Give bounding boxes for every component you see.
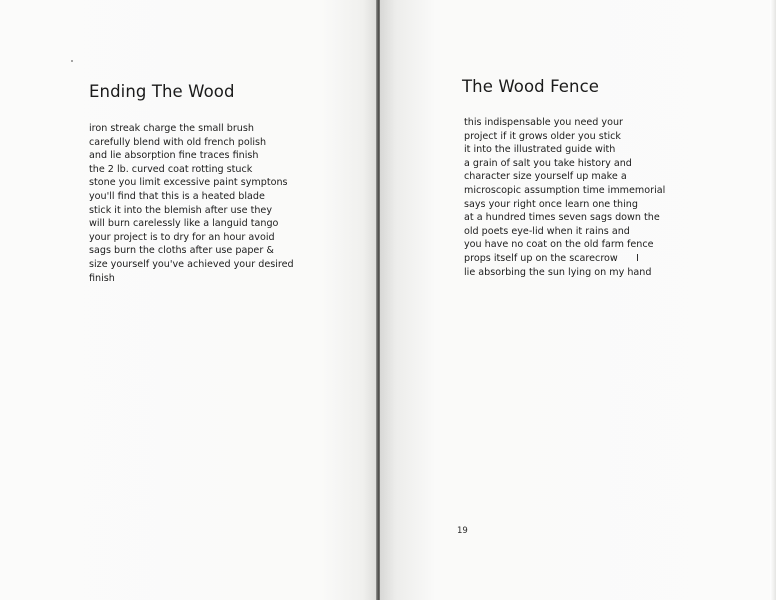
poem-line: stick it into the blemish after use they	[89, 204, 272, 216]
poem-line: size yourself you've achieved your desired	[89, 258, 294, 270]
poem-line: lie absorbing the sun lying on my hand	[464, 266, 652, 278]
poem-line: the 2 lb. curved coat rotting stuck	[89, 163, 253, 175]
poem-line: props itself up on the scarecrow I	[464, 252, 639, 264]
poem-line: you have no coat on the old farm fence	[464, 239, 654, 251]
poem-line: character size yourself up make a	[464, 171, 627, 183]
poem-line: says your right once learn one thing	[464, 198, 638, 210]
poem-line: project if it grows older you stick	[464, 130, 621, 142]
poem-line: old poets eye-lid when it rains and	[464, 225, 630, 237]
poem-line: it into the illustrated guide with	[464, 144, 616, 156]
poem-line: this indispensable you need your	[464, 117, 623, 128]
poem-line: will burn carelessly like a languid tango	[89, 218, 279, 230]
poem-line: a grain of salt you take history and	[464, 157, 632, 169]
right-page-title: The Wood Fence	[462, 77, 600, 96]
left-page	[0, 0, 378, 600]
poem-line: and lie absorption fine traces finish	[89, 150, 259, 162]
right-poem	[464, 116, 665, 279]
poem-line: stone you limit excessive paint symptons	[89, 177, 288, 189]
poem-line: at a hundred times seven sags down the	[464, 212, 660, 224]
poem-line: finish	[89, 272, 115, 284]
paper-speck	[71, 60, 73, 62]
poem-line: carefully blend with old french polish	[89, 136, 267, 148]
page-number: 19	[457, 526, 468, 536]
poem-line: you'll find that this is a heated blade	[89, 190, 265, 202]
poem-line: microscopic assumption time immemorial	[464, 184, 666, 196]
poem-line: iron streak charge the small brush	[89, 123, 254, 134]
left-poem	[89, 122, 294, 285]
poem-line: sags burn the cloths after use paper &	[89, 245, 274, 257]
poem-line: your project is to dry for an hour avoid	[89, 231, 275, 243]
left-page-title: Ending The Wood	[89, 82, 235, 101]
page-edge	[770, 0, 776, 600]
